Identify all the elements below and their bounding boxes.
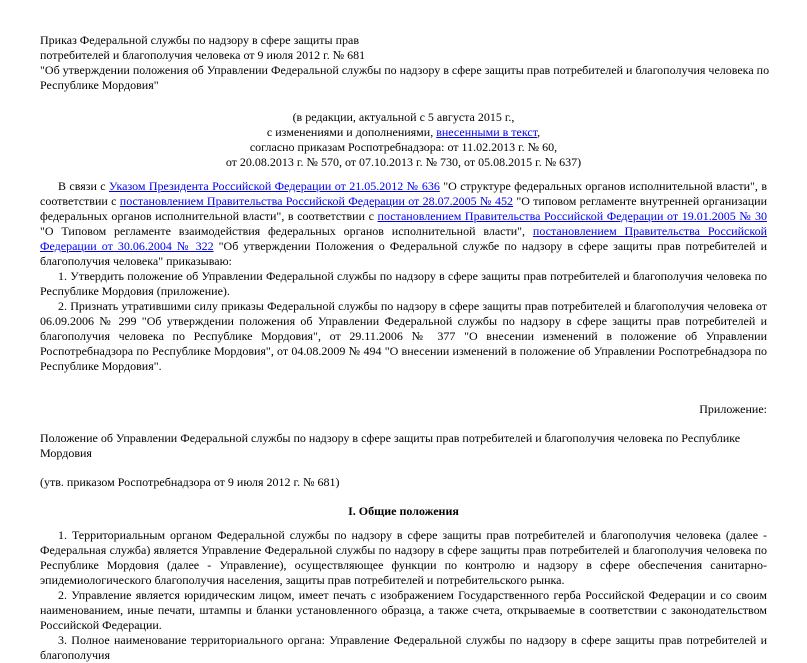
appendix-point-1: 1. Территориальным органом Федеральной службы по надзору в сфере защиты прав потребителей и благополучия человека (далее - Федеральная служба) является Управление Федеральной службы по надзору в сфере защиты прав потребителей и благополучия человека по Республике Мордовия (далее - Управление), осуществляющее функции по контролю и надзору в сфере обеспечения санитарно-эпидемиологического благополучия населения, защиты прав потребителей и потребительского рынка. — [40, 528, 767, 587]
redaction-line-2-text: с изменениями и дополнениями, — [266, 125, 437, 139]
redaction-line-2-comma: , — [537, 125, 541, 139]
amendments-link[interactable]: внесенными в текст — [436, 125, 538, 139]
redaction-note — [40, 110, 767, 170]
redaction-line-2 — [40, 125, 767, 140]
order-item-2: 2. Признать утратившими силу приказы Федеральной службы по надзору в сфере защиты прав потребителей и благополучия человека от 06.09.2006 № 299 "Об утверждении положения об Управлении Федеральной службы по надзору в сфере защиты прав потребителей и благополучия человека по Республике Мордовия", от 29.11.2006 № 377 "О внесении изменений в положение об Управлении Роспотребнадзора по Республике Мордовия", от 04.08.2009 № 494 "О внесении изменений в положение об Управлении Роспотребнадзора по Республике Мордовия". — [40, 299, 767, 373]
resolution-30-link[interactable]: постановлением Правительства Российской Федерации от 19.01.2005 № 30 — [377, 209, 767, 223]
decree-636-link[interactable]: Указом Президента Российской Федерации от 21.05.2012 № 636 — [109, 179, 440, 193]
order-item-1: 1. Утвердить положение об Управлении Федеральной службы по надзору в сфере защиты прав потребителей и благополучия человека по Республике Мордовия (приложение). — [40, 269, 767, 298]
appendix-point-2: 2. Управление является юридическим лицом, имеет печать с изображением Государственного герба Российской Федерации и со своим наименованием, иные печати, штампы и бланки установленного образца, а также счета, открываемые в соответствии с законодательством Российской Федерации. — [40, 588, 767, 632]
header-line-2: потребителей и благополучия человека от 9 июля 2012 г. № 681 — [40, 48, 366, 62]
document-header — [40, 33, 770, 93]
section-title: I. Общие положения — [348, 504, 459, 518]
redaction-line-4: от 20.08.2013 г. № 570, от 07.10.2013 г. № 730, от 05.08.2015 г. № 637) — [225, 155, 582, 169]
header-line-4: Республике Мордовия" — [40, 78, 159, 92]
preamble-text-5: "Об утверждении Положения о Федеральной службе по надзору в сфере защиты прав потребителей и благополучия человека" приказываю: — [40, 239, 767, 268]
preamble-text-4: "О Типовом регламенте взаимодействия федеральных органов исполнительной власти", — [40, 224, 533, 238]
preamble-paragraph — [40, 179, 767, 269]
header-line-3: "Об утверждении положения об Управлении Федеральной службы по надзору в сфере защиты прав потребителей и благополучия человека по — [40, 63, 770, 77]
appendix-approved: (утв. приказом Роспотребнадзора от 9 июля 2012 г. № 681) — [40, 475, 340, 489]
preamble-text-2: "О структуре федеральных органов исполнительной власти", в соответствии с — [40, 179, 767, 208]
redaction-line-3: согласно приказам Роспотребнадзора: от 11.02.2013 г. № 60, — [249, 140, 558, 154]
appendix-title: Положение об Управлении Федеральной службы по надзору в сфере защиты прав потребителей и благополучия человека по Республике Мордовия — [40, 431, 741, 460]
redaction-line-1: (в редакции, актуальной с 5 августа 2015 г., — [292, 110, 515, 124]
preamble-text-1: В связи с — [58, 179, 110, 193]
appendix-point-3: 3. Полное наименование территориального органа: Управление Федеральной службы по надзору в сфере защиты прав потребителей и благополучия — [40, 633, 767, 662]
preamble-text-3: "О типовом регламенте внутренней организации федеральных органов исполнительной власти", в соответствии с — [40, 194, 767, 223]
resolution-322-link[interactable]: постановлением Правительства Российской Федерации от 30.06.2004 № 322 — [40, 224, 767, 253]
resolution-452-link[interactable]: постановлением Правительства Российской Федерации от 28.07.2005 № 452 — [119, 194, 514, 208]
appendix-label: Приложение: — [699, 402, 767, 416]
header-line-1: Приказ Федеральной службы по надзору в сфере защиты прав — [40, 33, 360, 47]
